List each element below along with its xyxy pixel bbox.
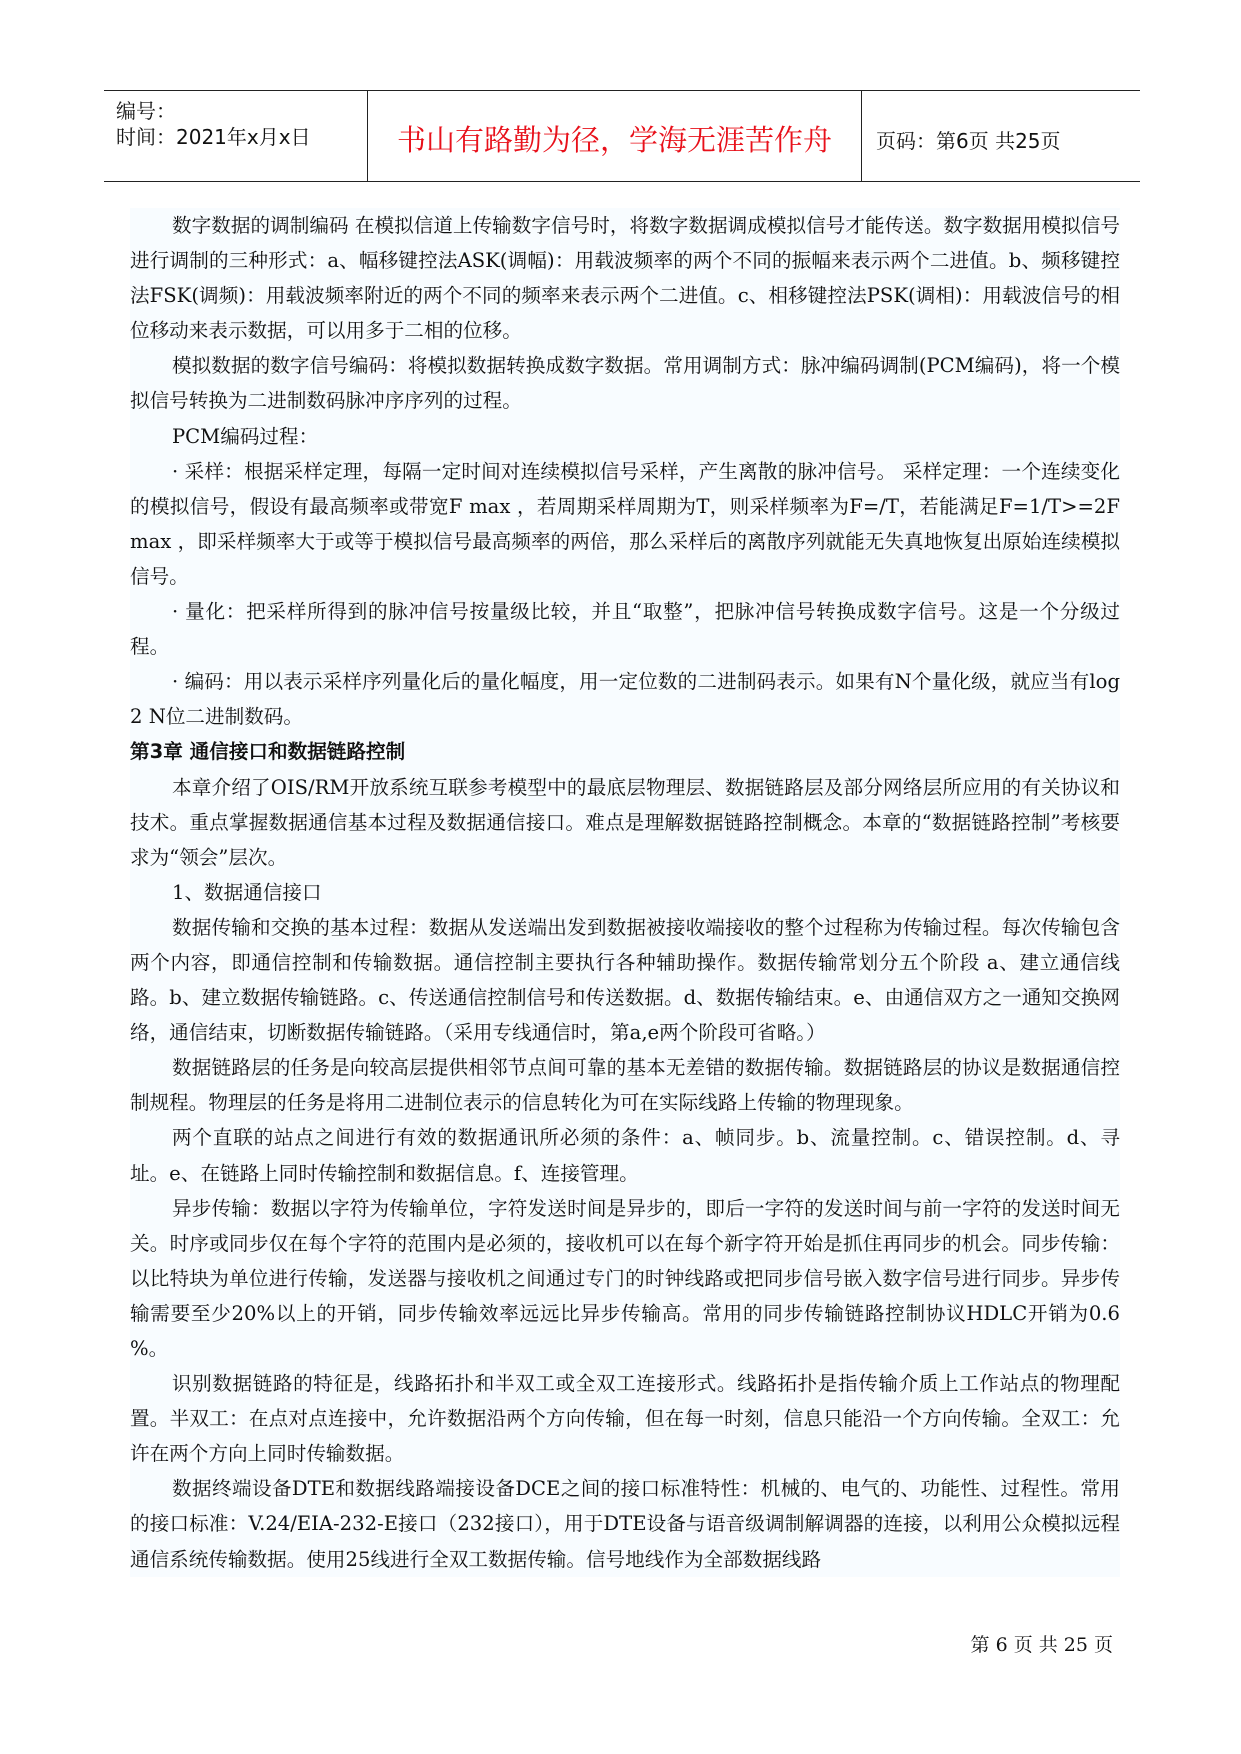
section-heading: 1、数据通信接口 (172, 880, 322, 904)
header-page-cell (862, 91, 1140, 181)
paragraph: 数字数据的调制编码 在模拟信道上传输数字信号时，将数字数据调成模拟信号才能传送。数字数据用模拟信号进行调制的三种形式：a、幅移键控法ASK(调幅)：用载波频率的两个不同的振幅来表示两个二进值。b、频移键控法FSK(调频)：用载波频率附近的两个不同的频率来表示两个二进值。c、相移键控法PSK(调相)：用载波信号的相位移动来表示数据，可以用多于二相的位移。 (130, 214, 1120, 343)
chapter-heading: 第3章 通信接口和数据链路控制 (130, 740, 406, 764)
page-footer-number: 第 6 页 共 25 页 (970, 1634, 1113, 1656)
header-motto: 书山有路勤为径，学海无涯苦作舟 (396, 123, 832, 157)
paragraph: 异步传输：数据以字符为传输单位，字符发送时间是异步的，即后一字符的发送时间与前一字符的发送时间无关。时序或同步仅在每个字符的范围内是必须的，接收机可以在每个新字符开始是抓住再同步的机会。同步传输：以比特块为单位进行传输，发送器与接收机之间通过专门的时钟线路或把同步信号嵌入数字信号进行同步。异步传输需要至少20%以上的开销，同步传输效率远远比异步传输高。常用的同步传输链路控制协议HDLC开销为0.6 %。 (130, 1196, 1120, 1360)
page-header (104, 90, 1140, 182)
paragraph: 模拟数据的数字信号编码：将模拟数据转换成数字数据。常用调制方式：脉冲编码调制(PCM编码)，将一个模拟信号转换为二进制数码脉冲序序列的过程。 (130, 354, 1120, 413)
bullet-paragraph: · 采样：根据采样定理，每隔一定时间对连续模拟信号采样，产生离散的脉冲信号。 采样定理：一个连续变化的模拟信号，假设有最高频率或带宽F max ，若周期采样周期为T，则采样频率为F=/T，若能满足F=1/T>=2F max ，即采样频率大于或等于模拟信号最高频率的两倍，那么采样后的离散序列就能无失真地恢复出原始连续模拟信号。 (130, 459, 1120, 588)
document-number-label: 编号： (116, 99, 176, 123)
paragraph: 数据传输和交换的基本过程：数据从发送端出发到数据被接收端接收的整个过程称为传输过程。每次传输包含两个内容，即通信控制和传输数据。通信控制主要执行各种辅助操作。数据传输常划分五个阶段 a、建立通信线路。b、建立数据传输链路。c、传送通信控制信号和传送数据。d、数据传输结束。e、由通信双方之一通知交换网络，通信结束，切断数据传输链路。（采用专线通信时，第a,e两个阶段可省略。） (130, 915, 1120, 1045)
document-body (130, 208, 1120, 1577)
paragraph: 本章介绍了OIS/RM开放系统互联参考模型中的最底层物理层、数据链路层及部分网络层所应用的有关协议和技术。重点掌握数据通信基本过程及数据通信接口。难点是理解数据链路控制概念。本章的“数据链路控制”考核要求为“领会”层次。 (130, 775, 1120, 869)
header-motto-cell (368, 91, 862, 181)
paragraph: 数据链路层的任务是向较高层提供相邻节点间可靠的基本无差错的数据传输。数据链路层的协议是数据通信控制规程。物理层的任务是将用二进制位表示的信息转化为可在实际线路上传输的物理现象。 (130, 1056, 1120, 1115)
paragraph: 两个直联的站点之间进行有效的数据通讯所必须的条件：a、帧同步。b、流量控制。c、错误控制。d、寻址。e、在链路上同时传输控制和数据信息。f、连接管理。 (130, 1126, 1120, 1185)
paragraph: 识别数据链路的特征是，线路拓扑和半双工或全双工连接形式。线路拓扑是指传输介质上工作站点的物理配置。半双工：在点对点连接中，允许数据沿两个方向传输，但在每一时刻，信息只能沿一个方向传输。全双工：允许在两个方向上同时传输数据。 (130, 1372, 1120, 1466)
document-time-label: 时间：2021年x月x日 (116, 125, 311, 149)
header-left-cell (104, 91, 368, 181)
header-page-number: 页码：第6页 共25页 (876, 129, 1061, 153)
bullet-paragraph: · 量化：把采样所得到的脉冲信号按量级比较，并且“取整”，把脉冲信号转换成数字信号。这是一个分级过程。 (130, 600, 1120, 659)
paragraph: 数据终端设备DTE和数据线路端接设备DCE之间的接口标准特性：机械的、电气的、功能性、过程性。常用的接口标准：V.24/EIA-232-E接口（232接口），用于DTE设备与语音级调制解调器的连接，以利用公众模拟远程通信系统传输数据。使用25线进行全双工数据传输。信号地线作为全部数据线路 (130, 1477, 1120, 1571)
bullet-paragraph: · 编码：用以表示采样序列量化后的量化幅度，用一定位数的二进制码表示。如果有N个量化级，就应当有log 2 N位二进制数码。 (130, 670, 1120, 729)
paragraph: PCM编码过程： (172, 424, 319, 448)
